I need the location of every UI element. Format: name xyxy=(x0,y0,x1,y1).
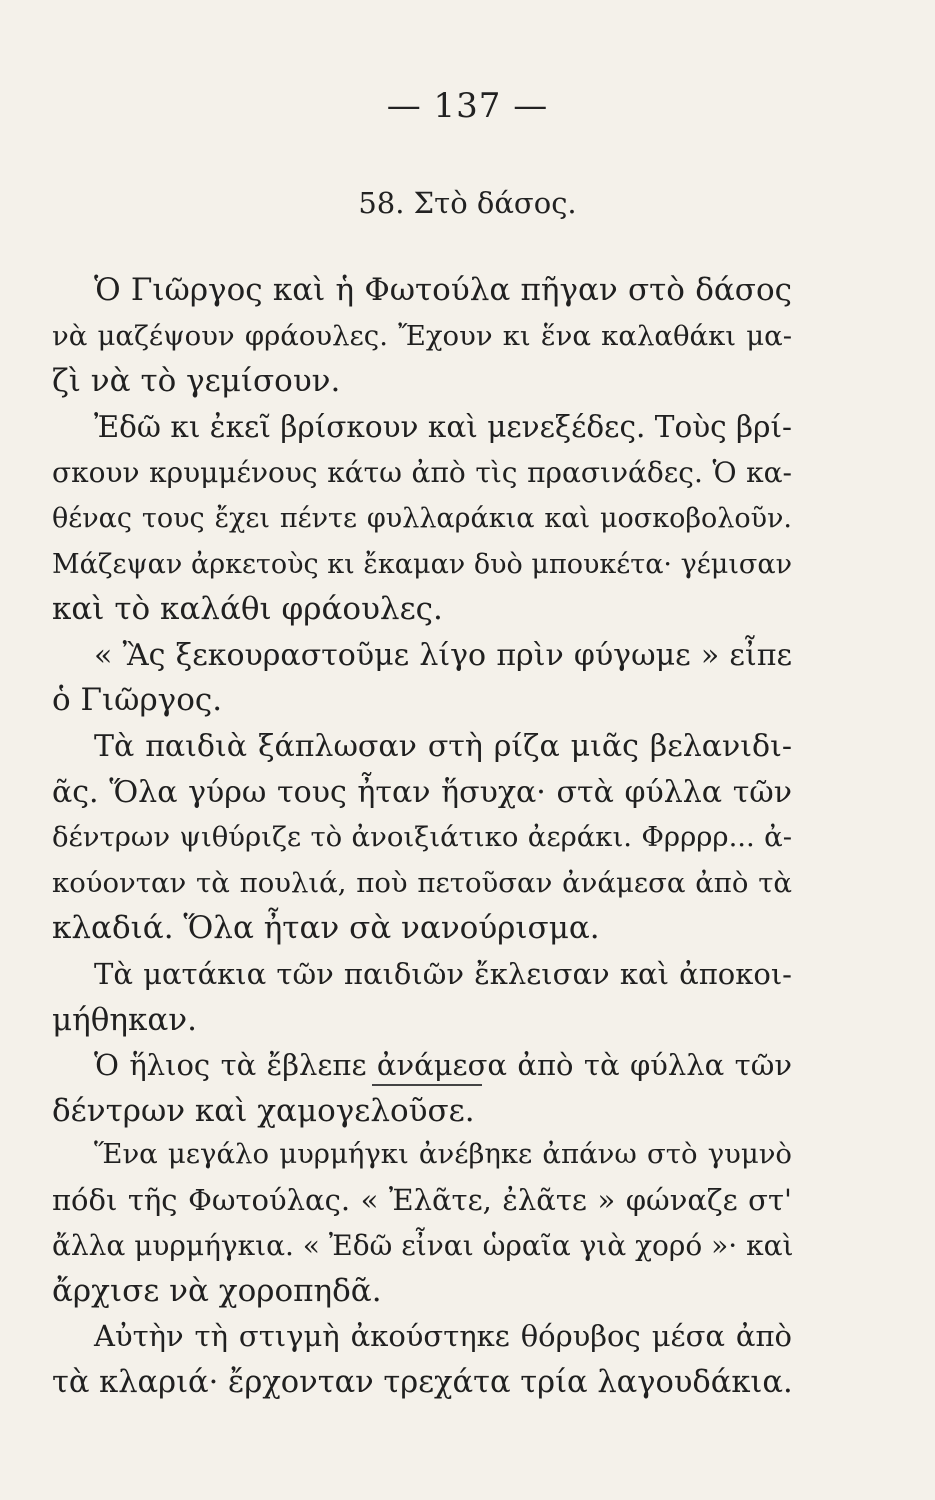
text-line: δέντρων ψιθύριζε τὸ ἀνοιξιάτικο ἀεράκι. Φρρρρ... ἀ- xyxy=(52,821,792,854)
text-line: ζὶ νὰ τὸ γεμίσουν. xyxy=(52,363,341,400)
text-line: Τὰ παιδιὰ ξάπλωσαν στὴ ρίζα μιᾶς βελανιδι- xyxy=(94,728,792,764)
page-number: — 137 — xyxy=(386,86,549,126)
text-line: δέντρων καὶ χαμογελοῦσε. xyxy=(52,1092,475,1129)
text-line: μήθηκαν. xyxy=(52,1001,197,1038)
text-line: κλαδιά. Ὅλα ἦταν σὰ νανούρισμα. xyxy=(52,910,600,947)
text-line: ὁ Γιῶργος. xyxy=(52,682,223,719)
story-section-2 xyxy=(52,1132,792,1406)
text-line: Αὐτὴν τὴ στιγμὴ ἀκούστηκε θόρυβος μέσα ἀπὸ xyxy=(94,1319,792,1354)
text-line: Μάζεψαν ἀρκετοὺς κι ἔκαμαν δυὸ μπουκέτα· γέμισαν xyxy=(52,548,792,580)
text-line: ᾶς. Ὅλα γύρω τους ἦταν ἥσυχα· στὰ φύλλα τῶν xyxy=(52,774,792,810)
text-line: Ἕνα μεγάλο μυρμήγκι ἀνέβηκε ἀπάνω στὸ γυμνὸ xyxy=(94,1138,792,1170)
text-line: Ὁ Γιῶργος καὶ ἡ Φωτούλα πῆγαν στὸ δάσος xyxy=(94,272,792,308)
text-line: Ἐδῶ κι ἐκεῖ βρίσκουν καὶ μενεξέδες. Τοὺς βρί- xyxy=(94,409,792,444)
chapter-title: 58. Στὸ δάσος. xyxy=(358,186,577,220)
story-section-1 xyxy=(52,268,792,1134)
text-line: ἄλλα μυρμήγκια. « Ἐδῶ εἶναι ὡραῖα γιὰ χορό »· καὶ xyxy=(52,1229,794,1263)
section-divider xyxy=(372,1084,482,1086)
text-line: Ὁ ἥλιος τὰ ἔβλεπε ἀνάμεσα ἀπὸ τὰ φύλλα τῶν xyxy=(94,1048,792,1083)
text-line: κούονταν τὰ πουλιά, ποὺ πετοῦσαν ἀνάμεσα ἀπὸ τὰ xyxy=(52,866,792,899)
text-line: Τὰ ματάκια τῶν παιδιῶν ἔκλεισαν καὶ ἀποκοι- xyxy=(94,956,792,991)
text-line: τὰ κλαριά· ἔρχονταν τρεχάτα τρία λαγουδάκια. xyxy=(52,1364,793,1400)
text-line: σκουν κρυμμένους κάτω ἀπὸ τὶς πρασινάδες. Ὁ κα- xyxy=(52,456,792,490)
text-line: « Ἂς ξεκουραστοῦμε λίγο πρὶν φύγωμε » εἶπε xyxy=(94,637,792,673)
text-line: καὶ τὸ καλάθι φράουλες. xyxy=(52,591,443,628)
text-line: πόδι τῆς Φωτούλας. « Ἐλᾶτε, ἐλᾶτε » φώναζε στ' xyxy=(52,1182,792,1217)
text-line: νὰ μαζέψουν φράουλες. Ἔχουν κι ἕνα καλαθάκι μα- xyxy=(52,319,792,352)
text-line: ἄρχισε νὰ χοροπηδᾶ. xyxy=(52,1272,382,1309)
text-line: θένας τους ἔχει πέντε φυλλαράκια καὶ μοσκοβολοῦν. xyxy=(52,502,792,534)
